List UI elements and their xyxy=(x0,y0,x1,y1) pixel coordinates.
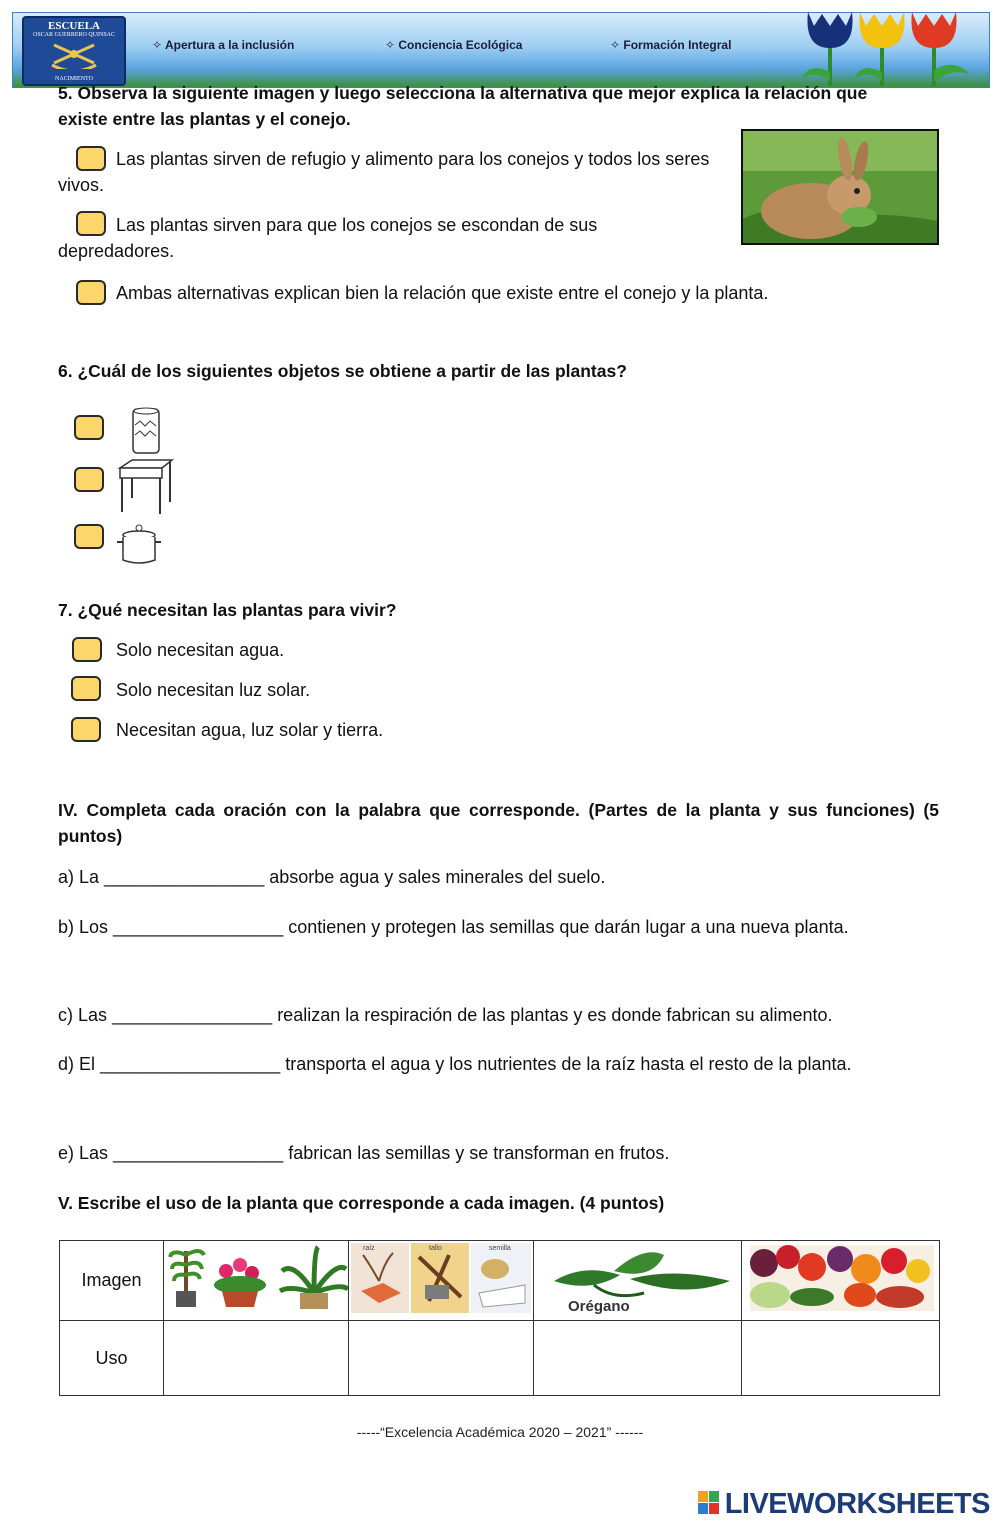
image-cell-ornamental xyxy=(164,1241,349,1321)
q7-title: 7. ¿Qué necesitan las plantas para vivir? xyxy=(58,600,397,620)
q5-title: 5. Observa la siguiente imagen y luego selecciona la alternativa que mejor explica la relación que existe entre las plantas y el conejo. xyxy=(58,83,868,129)
motto-1: ✧ Apertura a la inclusión xyxy=(152,38,295,52)
q7-option-2-checkbox[interactable] xyxy=(71,676,101,701)
sentence-c: c) Las ________________ realizan la respiración de las plantas y es donde fabrican su alimento. xyxy=(58,1005,833,1025)
sentence-d: d) El __________________ transporta el agua y los nutrientes de la raíz hasta el resto de la planta. xyxy=(58,1054,852,1074)
image-cell-plant-parts xyxy=(349,1241,534,1321)
plant-parts-image xyxy=(349,1241,533,1315)
q7-option-3-text: Necesitan agua, luz solar y tierra. xyxy=(116,720,384,740)
school-logo: ESCUELA OSCAR GUERRERO QUINSAC NACIMIENTO xyxy=(22,16,126,86)
oregano-image xyxy=(534,1241,741,1315)
q7-option-1-text: Solo necesitan agua. xyxy=(116,640,285,660)
use-input-3[interactable] xyxy=(534,1321,742,1396)
q6-option-pot-checkbox[interactable] xyxy=(74,524,104,549)
row-label-use: Uso xyxy=(60,1321,164,1396)
q6-option-can-checkbox[interactable] xyxy=(74,415,104,440)
liveworksheets-brand[interactable]: LIVEWORKSHEETS xyxy=(724,1488,990,1520)
sentence-a: a) La ________________ absorbe agua y sales minerales del suelo. xyxy=(58,867,606,887)
sentence-e: e) Las _________________ fabrican las semillas y se transforman en frutos. xyxy=(58,1143,670,1163)
can-icon xyxy=(130,405,162,457)
q7-option-2-text: Solo necesitan luz solar. xyxy=(116,680,311,700)
section-5-title: V. Escribe el uso de la planta que corresponde a cada imagen. (4 puntos) xyxy=(58,1193,665,1213)
use-input-4[interactable] xyxy=(742,1321,940,1396)
image-label-stem: tallo xyxy=(429,1245,442,1252)
table-row-use xyxy=(60,1321,940,1396)
q5-option-3-checkbox[interactable] xyxy=(76,280,106,305)
image-cell-oregano xyxy=(534,1241,742,1321)
laurel-icon xyxy=(44,39,104,69)
oregano-label: Orégano xyxy=(568,1298,630,1315)
image-label-root: raíz xyxy=(363,1245,375,1252)
ornamental-plants-image xyxy=(164,1241,348,1315)
pot-icon xyxy=(115,522,163,566)
q5-option-2-text: Las plantas sirven para que los conejos se escondan de sus depredadores. xyxy=(58,215,598,261)
motto-2: ✧ Conciencia Ecológica xyxy=(385,38,523,52)
q7-option-1-checkbox[interactable] xyxy=(72,637,102,662)
tulips-icon xyxy=(800,12,988,86)
q5-option-3-text: Ambas alternativas explican bien la relación que existe entre el conejo y la planta. xyxy=(116,283,769,303)
sentence-b: b) Los _________________ contienen y protegen las semillas que darán lugar a una nueva planta. xyxy=(58,917,849,937)
image-label-seed: semilla xyxy=(489,1245,511,1252)
q6-title: 6. ¿Cuál de los siguientes objetos se obtiene a partir de las plantas? xyxy=(58,361,627,381)
vegetables-image xyxy=(742,1241,938,1315)
q5-option-1-text: Las plantas sirven de refugio y alimento para los conejos y todos los seres vivos. xyxy=(58,149,710,195)
image-cell-vegetables xyxy=(742,1241,940,1321)
motto-3: ✧ Formación Integral xyxy=(610,38,732,52)
use-input-1[interactable] xyxy=(164,1321,349,1396)
liveworksheets-logo-icon xyxy=(698,1491,720,1520)
plant-uses-table xyxy=(59,1240,940,1396)
table-icon xyxy=(112,458,174,516)
use-input-2[interactable] xyxy=(349,1321,534,1396)
table-row-image xyxy=(60,1241,940,1321)
row-label-image: Imagen xyxy=(60,1241,164,1321)
rabbit-image xyxy=(741,129,939,245)
section-4-title: IV. Completa cada oración con la palabra que corresponde. (Partes de la planta y sus funciones) (5 puntos) xyxy=(58,800,939,846)
footer-motto: -----“Excelencia Académica 2020 – 2021” ------ xyxy=(356,1424,644,1440)
q7-option-3-checkbox[interactable] xyxy=(71,717,101,742)
q6-option-table-checkbox[interactable] xyxy=(74,467,104,492)
